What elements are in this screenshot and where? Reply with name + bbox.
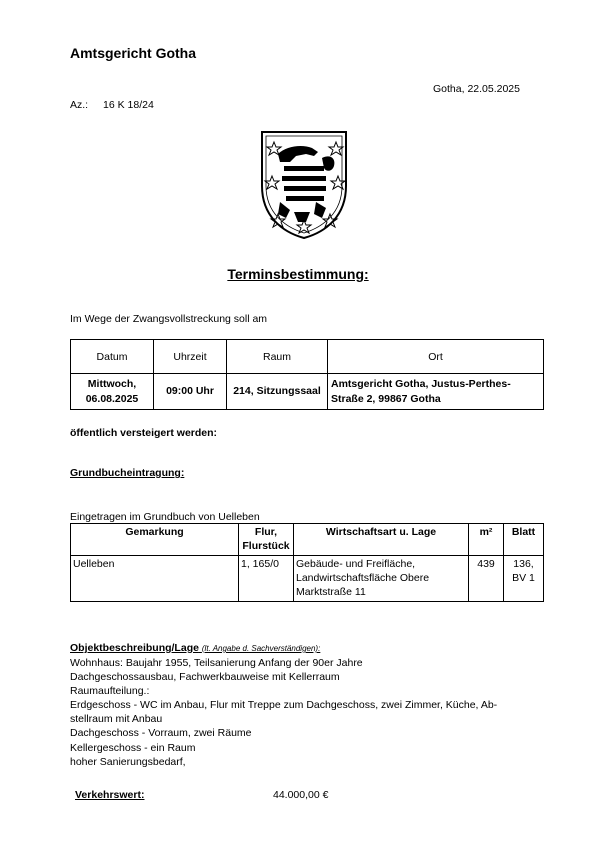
object-description <box>70 656 530 769</box>
page-title: Terminsbestimmung: <box>227 266 369 282</box>
intro-text: Im Wege der Zwangsvollstreckung soll am <box>70 313 268 325</box>
description-line: Wohnhaus: Baujahr 1955, Teilsanierung Anfang der 90er Jahre <box>70 657 363 669</box>
land-register-row <box>71 556 544 602</box>
header-district: Gemarkung <box>71 524 239 556</box>
usage-value: Gebäude- und Freifläche, Landwirtschaftsfläche Obere Marktstraße 11 <box>294 556 469 602</box>
appointment-date: Mittwoch, 06.08.2025 <box>71 374 154 410</box>
land-register-heading: Grundbucheintragung: <box>70 467 185 479</box>
place-date: Gotha, 22.05.2025 <box>433 83 520 95</box>
header-date: Datum <box>71 340 154 374</box>
appointment-value-row <box>71 374 544 410</box>
header-parcel: Flur, Flurstück <box>239 524 294 556</box>
parcel-value: 1, 165/0 <box>239 556 294 602</box>
market-value-label: Verkehrswert: <box>75 789 145 801</box>
header-sheet: Blatt <box>504 524 544 556</box>
description-line: hoher Sanierungsbedarf, <box>70 755 186 768</box>
description-line: Dachgeschossausbau, Fachwerkbauweise mit Kellerraum <box>70 671 340 684</box>
land-register-table <box>70 523 544 602</box>
description-line: stellraum mit Anbau <box>70 713 163 726</box>
appointment-header-row <box>71 340 544 374</box>
appointment-room: 214, Sitzungssaal <box>227 374 328 410</box>
court-name: Amtsgericht Gotha <box>70 45 197 61</box>
market-value: 44.000,00 € <box>273 789 329 801</box>
object-heading-label: Objektbeschreibung/Lage <box>70 642 199 654</box>
header-usage: Wirtschaftsart u. Lage <box>294 524 469 556</box>
case-number: 16 K 18/24 <box>103 99 154 111</box>
description-line: Dachgeschoss - Vorraum, zwei Räume <box>70 727 252 740</box>
area-value: 439 <box>469 556 504 602</box>
description-line: Erdgeschoss - WC im Anbau, Flur mit Treppe zum Dachgeschoss, zwei Zimmer, Küche, Ab- <box>70 699 498 712</box>
header-time: Uhrzeit <box>154 340 227 374</box>
land-register-location: Eingetragen im Grundbuch von Uelleben <box>70 511 260 523</box>
header-location: Ort <box>328 340 544 374</box>
district-value: Uelleben <box>71 556 239 602</box>
appointment-location: Amtsgericht Gotha, Justus-Perthes-Straße 2, 99867 Gotha <box>328 374 544 410</box>
auction-text: öffentlich versteigert werden: <box>70 427 218 439</box>
header-room: Raum <box>227 340 328 374</box>
description-line: Raumaufteilung.: <box>70 685 150 698</box>
case-number-label: Az.: <box>70 99 89 111</box>
object-heading <box>70 642 320 654</box>
appointment-table <box>70 339 544 410</box>
land-register-header-row <box>71 524 544 556</box>
object-heading-note: (lt. Angabe d. Sachverständigen): <box>201 644 321 653</box>
sheet-value: 136, BV 1 <box>504 556 544 602</box>
coat-of-arms-icon <box>256 128 352 240</box>
header-area: m² <box>469 524 504 556</box>
description-line: Kellergeschoss - ein Raum <box>70 741 196 754</box>
appointment-time: 09:00 Uhr <box>154 374 227 410</box>
